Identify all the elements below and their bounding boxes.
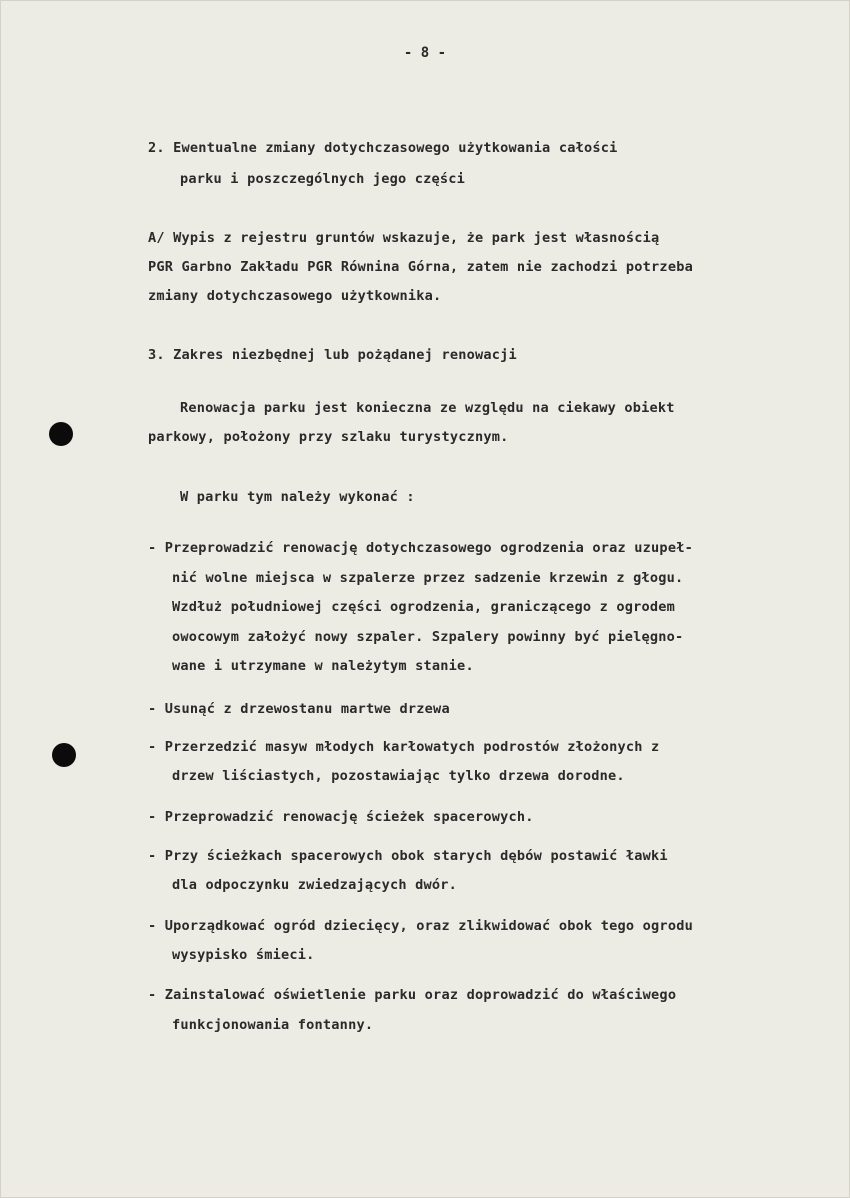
task-1-line-4: owocowym założyć nowy szpaler. Szpalery powinny być pielęgno- xyxy=(172,629,684,645)
paragraph-a-line-2: PGR Garbno Zakładu PGR Równina Górna, zatem nie zachodzi potrzeba xyxy=(148,259,693,275)
task-7-line-1: - Zainstalować oświetlenie parku oraz doprowadzić do właściwego xyxy=(148,987,677,1003)
punch-hole-top xyxy=(49,422,73,446)
punch-hole-bottom xyxy=(52,743,76,767)
section-3-heading: 3. Zakres niezbędnej lub pożądanej renowacji xyxy=(148,347,517,363)
task-6-line-1: - Uporządkować ogród dziecięcy, oraz zlikwidować obok tego ogrodu xyxy=(148,918,693,934)
paragraph-renovation-line-1: Renowacja parku jest konieczna ze względu na ciekawy obiekt xyxy=(180,400,675,416)
task-7-line-2: funkcjonowania fontanny. xyxy=(172,1017,374,1033)
section-2-heading: 2. Ewentualne zmiany dotychczasowego użytkowania całości xyxy=(148,140,618,156)
task-6-line-2: wysypisko śmieci. xyxy=(172,947,315,963)
task-5-line-2: dla odpoczynku zwiedzających dwór. xyxy=(172,877,458,893)
task-list-intro: W parku tym należy wykonać : xyxy=(180,489,415,505)
task-1-line-1: - Przeprowadzić renowację dotychczasowego ogrodzenia oraz uzupeł- xyxy=(148,540,693,556)
task-3-line-2: drzew liściastych, pozostawiając tylko drzewa dorodne. xyxy=(172,768,625,784)
task-1-line-2: nić wolne miejsca w szpalerze przez sadzenie krzewin z głogu. xyxy=(172,570,684,586)
paragraph-renovation-line-2: parkowy, położony przy szlaku turystycznym. xyxy=(148,429,509,445)
task-1-line-5: wane i utrzymane w należytym stanie. xyxy=(172,658,474,674)
task-1-line-3: Wzdłuż południowej części ogrodzenia, graniczącego z ogrodem xyxy=(172,599,676,615)
task-2: - Usunąć z drzewostanu martwe drzewa xyxy=(148,701,450,717)
page-number: - 8 - xyxy=(403,45,447,61)
section-2-heading-cont: parku i poszczególnych jego części xyxy=(180,171,466,187)
paragraph-a-line-3: zmiany dotychczasowego użytkownika. xyxy=(148,288,442,304)
task-4: - Przeprowadzić renowację ścieżek spacerowych. xyxy=(148,809,534,825)
paragraph-a-line-1: A/ Wypis z rejestru gruntów wskazuje, że park jest własnością xyxy=(148,230,660,246)
task-5-line-1: - Przy ścieżkach spacerowych obok starych dębów postawić ławki xyxy=(148,848,668,864)
task-3-line-1: - Przerzedzić masyw młodych karłowatych podrostów złożonych z xyxy=(148,739,660,755)
